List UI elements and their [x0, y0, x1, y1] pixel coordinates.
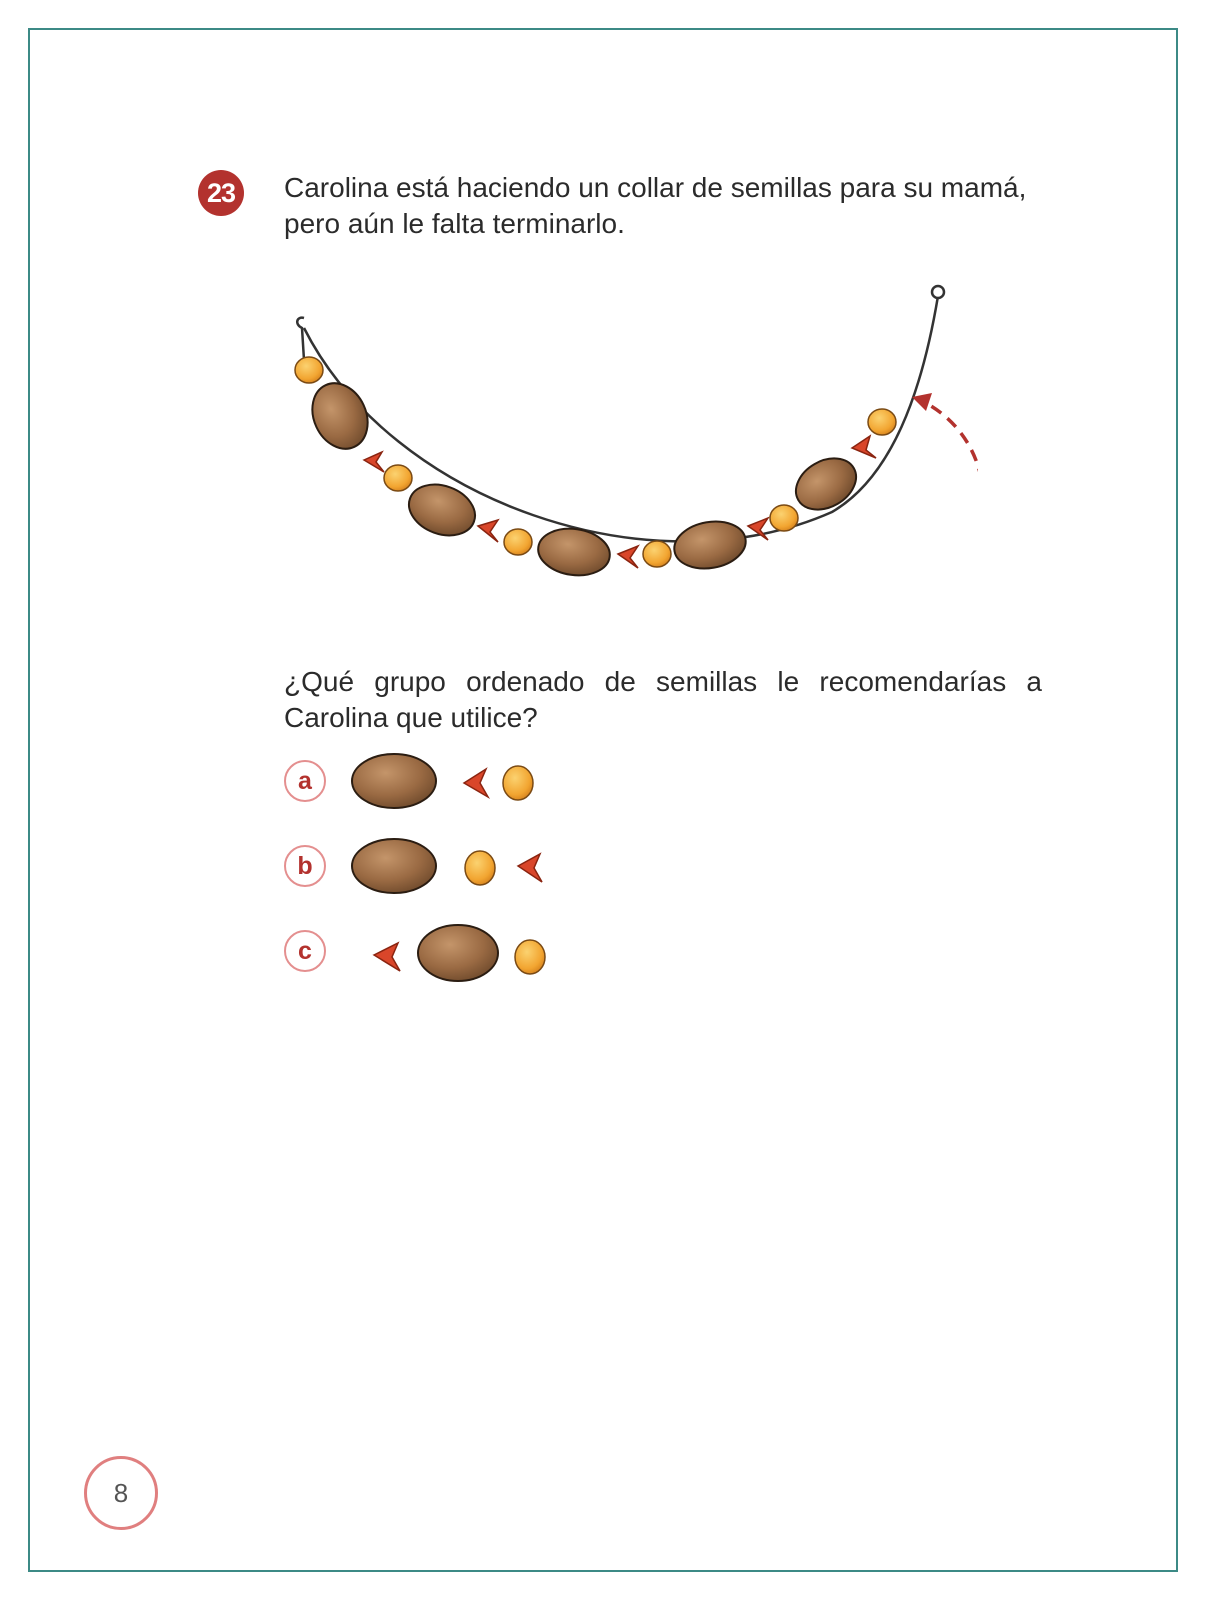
- option-letter[interactable]: b: [284, 845, 326, 887]
- red-seed: [518, 854, 542, 882]
- left-hook: [297, 318, 304, 360]
- option-letter[interactable]: c: [284, 930, 326, 972]
- question-number-badge: 23: [198, 170, 244, 216]
- option-a-seed-sequence: [346, 743, 546, 819]
- yellow-seed: [515, 940, 545, 974]
- option-a[interactable]: [284, 743, 546, 819]
- large-brown-seed: [302, 374, 378, 458]
- yellow-seed: [770, 505, 798, 531]
- question-prompt: ¿Qué grupo ordenado de semillas le recomendarías a Carolina que utilice?: [284, 666, 1042, 733]
- necklace-string: [304, 296, 938, 541]
- red-seed: [852, 436, 876, 458]
- large-brown-seed: [352, 754, 436, 808]
- question-stem: Carolina está haciendo un collar de semillas para su mamá, pero aún le falta terminarlo.: [284, 172, 1027, 239]
- page-frame: [28, 28, 1178, 1572]
- red-seed: [464, 769, 488, 797]
- large-brown-seed: [402, 476, 482, 544]
- page-number: 8: [84, 1456, 158, 1530]
- option-letter[interactable]: a: [284, 760, 326, 802]
- large-brown-seed: [418, 925, 498, 981]
- option-b[interactable]: [284, 828, 546, 904]
- yellow-seed: [643, 541, 671, 567]
- necklace-illustration: [272, 262, 978, 614]
- option-c[interactable]: [284, 913, 546, 989]
- red-seed: [618, 546, 638, 568]
- necklace-beads: [295, 357, 896, 580]
- red-seed: [364, 452, 384, 472]
- yellow-seed: [384, 465, 412, 491]
- right-loop: [932, 286, 944, 298]
- option-c-seed-sequence: [346, 913, 546, 989]
- large-brown-seed: [671, 516, 750, 574]
- yellow-seed: [504, 529, 532, 555]
- yellow-seed: [868, 409, 896, 435]
- large-brown-seed: [352, 839, 436, 893]
- option-b-seed-sequence: [346, 828, 546, 904]
- yellow-seed: [295, 357, 323, 383]
- dashed-arrow: [924, 402, 978, 520]
- red-seed: [478, 520, 498, 542]
- yellow-seed: [503, 766, 533, 800]
- large-brown-seed: [787, 448, 865, 520]
- yellow-seed: [465, 851, 495, 885]
- red-seed: [374, 943, 400, 971]
- arrow-head: [912, 393, 932, 411]
